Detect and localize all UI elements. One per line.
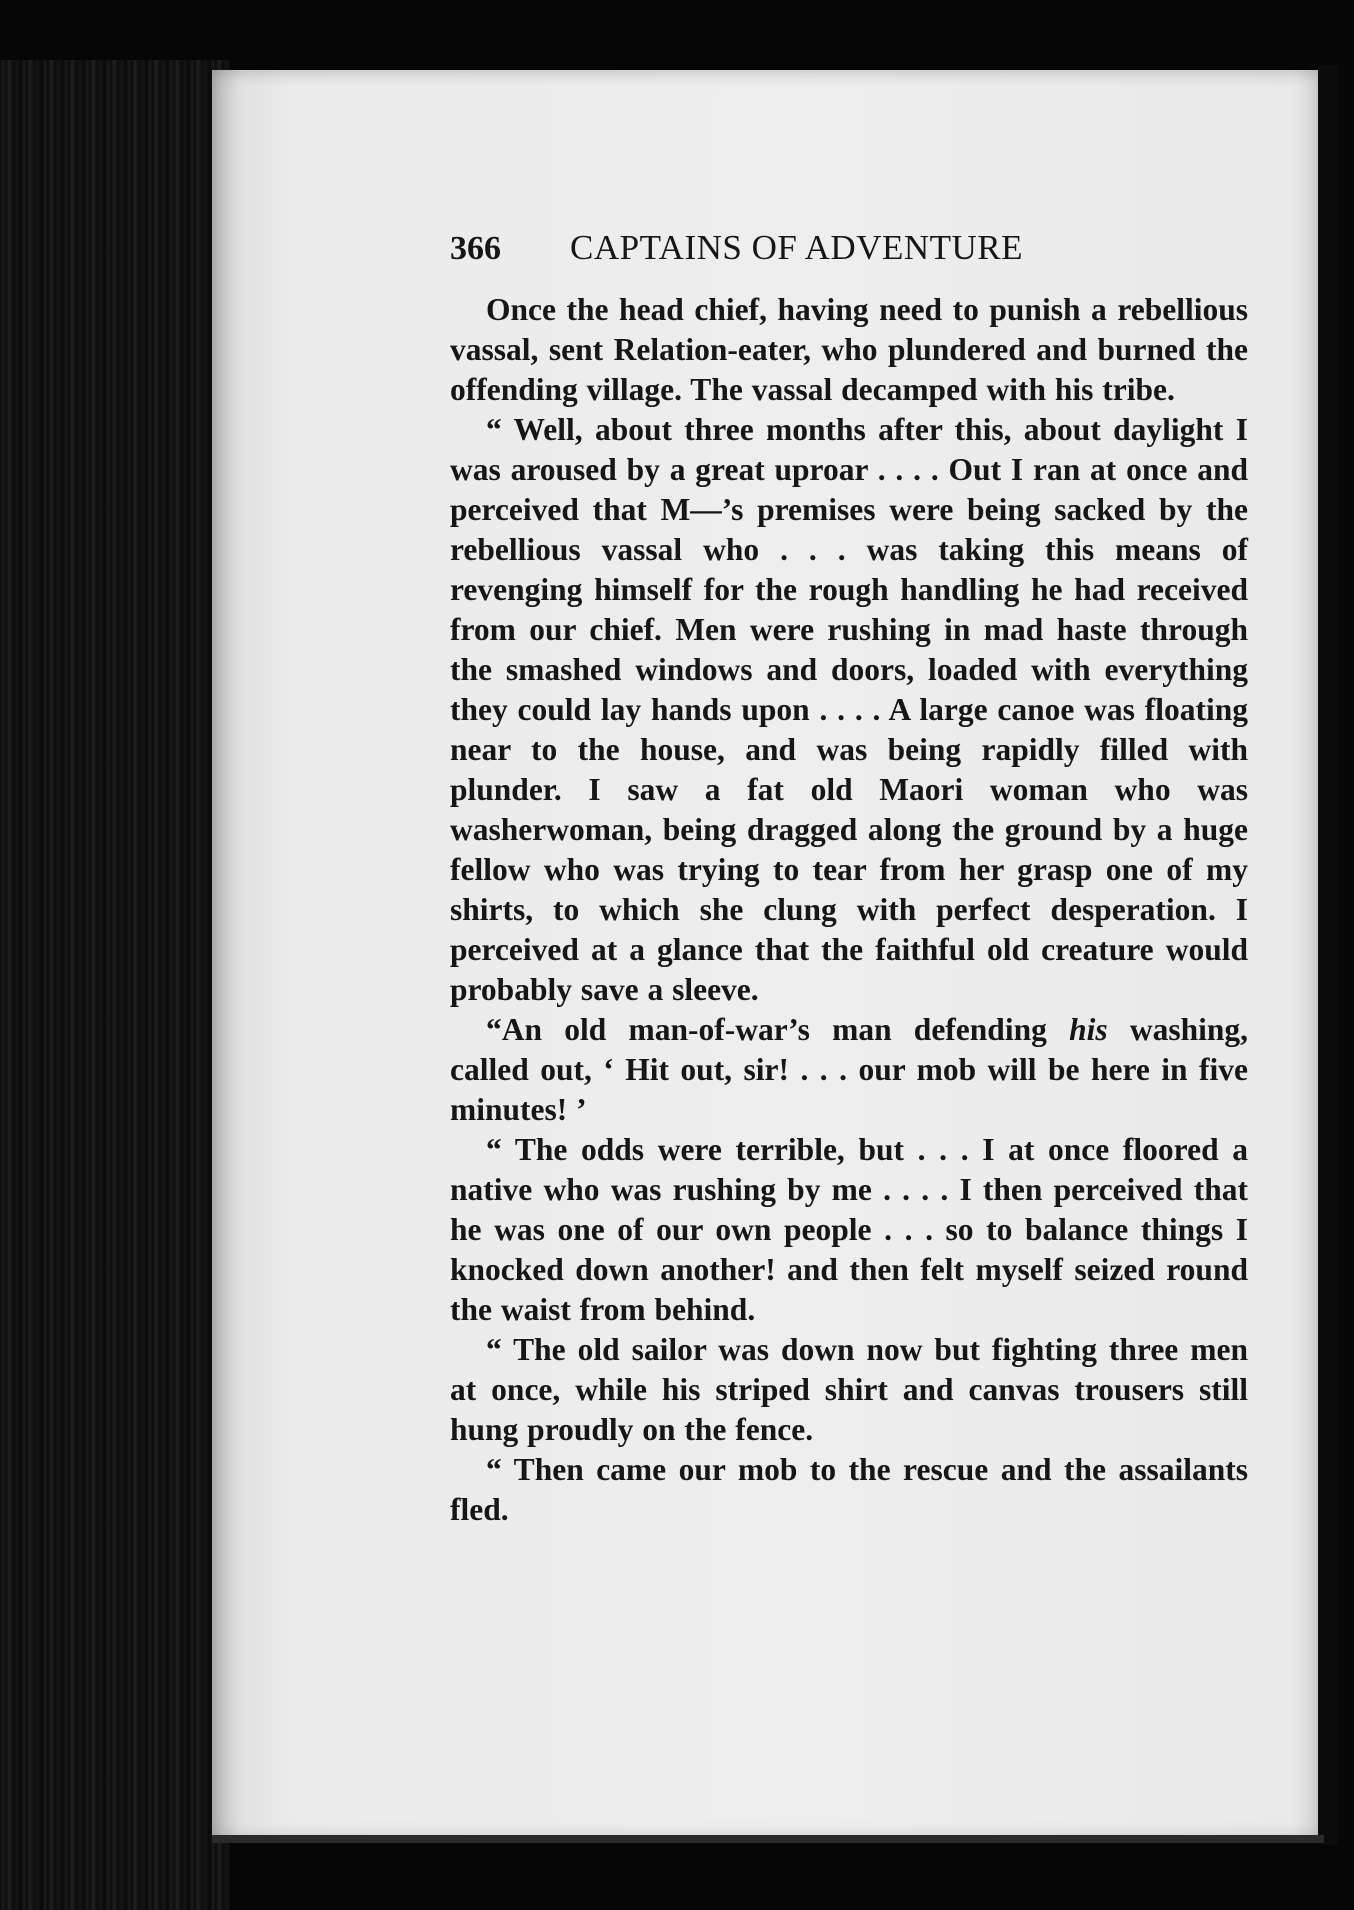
- paragraph-5: “ The old sailor was down now but fighting three men at once, while his striped shirt and canvas trousers still hung proudly on the fence.: [450, 1332, 1248, 1447]
- page-bottom-edge: [212, 1835, 1324, 1843]
- page-text-block: [450, 228, 1248, 1530]
- page-number: 366: [450, 230, 501, 267]
- paragraph-6: “ Then came our mob to the rescue and the assailants fled.: [450, 1452, 1248, 1527]
- page-right-shadow: [1318, 65, 1338, 1845]
- paragraph-4: “ The odds were terrible, but . . . I at once floored a native who was rushing by me . . . . I then perceived that he was one of our own people . . . so to balance things I knocked down another! and then felt myself seized round the waist from behind.: [450, 1132, 1248, 1327]
- paragraph-2: “ Well, about three months after this, about daylight I was aroused by a great uproar . . . . Out I ran at once and perceived that M—’s premises were being sacked by the rebellious vassal who . . . was taking this means of revenging himself for the rough handling he had received from our chief. Men were rushing in mad haste through the smashed windows and doors, loaded with everything they could lay hands upon . . . . A large canoe was floating near to the house, and was being rapidly filled with plunder. I saw a fat old Maori woman who was washerwoman, being dragged along the ground by a huge fellow who was trying to tear from her grasp one of my shirts, to which she clung with perfect desperation. I perceived at a glance that the faithful old creature would probably save a sleeve.: [450, 412, 1248, 1007]
- paragraph-3-after: washing, called out, ‘ Hit out, sir! . . . our mob will be here in five minutes! ’: [450, 1012, 1249, 1127]
- paragraph-1: Once the head chief, having need to punish a rebellious vassal, sent Relation-eater, who plundered and burned the offending village. The vassal decamped with his tribe.: [450, 292, 1248, 407]
- book-spine: [0, 60, 230, 1910]
- running-head: CAPTAINS OF ADVENTURE: [570, 228, 1024, 267]
- paragraph-3: [450, 1010, 1248, 1130]
- paragraph-3-before: “An old man-of-war’s man defending: [486, 1012, 1070, 1047]
- paragraph-3-emphasis: his: [1069, 1012, 1108, 1047]
- page-header: [450, 228, 1248, 290]
